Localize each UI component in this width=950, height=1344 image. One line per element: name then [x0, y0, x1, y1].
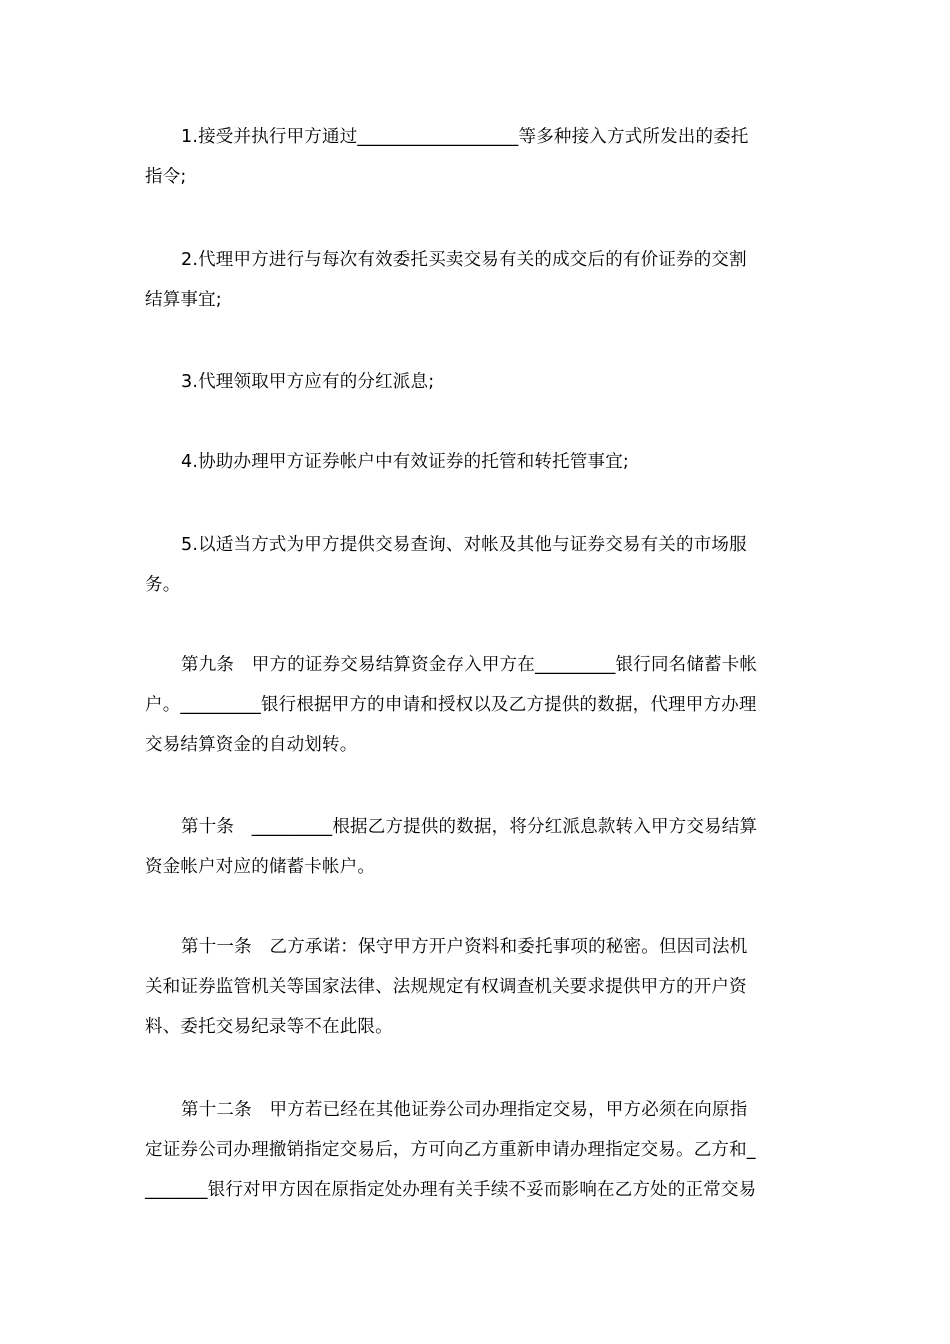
paragraph-line: 料、委托交易纪录等不在此限。 [145, 1017, 393, 1037]
paragraph-line: 1.接受并执行甲方通过__________________等多种接入方式所发出的委托 [181, 127, 749, 147]
paragraph-item-2 [145, 240, 810, 320]
paragraph-article-9 [145, 645, 810, 765]
paragraph-line: 关和证券监管机关等国家法律、法规规定有权调查机关要求提供甲方的开户资 [145, 977, 747, 997]
paragraph-line: 第十条 _________根据乙方提供的数据，将分红派息款转入甲方交易结算 [181, 817, 758, 837]
paragraph-line: 结算事宜; [145, 290, 222, 310]
paragraph-article-10 [145, 807, 810, 887]
paragraph-line: 务。 [145, 575, 181, 595]
paragraph-item-1 [145, 117, 810, 197]
paragraph-line: 3.代理领取甲方应有的分红派息; [181, 372, 435, 392]
paragraph-item-5 [145, 525, 810, 605]
paragraph-line: 第九条 甲方的证券交易结算资金存入甲方在_________银行同名储蓄卡帐 [181, 655, 758, 675]
paragraph-line: 第十一条 乙方承诺：保守甲方开户资料和委托事项的秘密。但因司法机 [181, 937, 748, 957]
paragraph-item-4 [145, 442, 810, 482]
paragraph-item-3 [145, 362, 810, 402]
paragraph-line: 指令; [145, 167, 187, 187]
paragraph-article-12 [145, 1090, 810, 1210]
paragraph-line: 4.协助办理甲方证券帐户中有效证券的托管和转托管事宜; [181, 452, 629, 472]
paragraph-line: _______银行对甲方因在原指定处办理有关手续不妥而影响在乙方处的正常交易 [145, 1180, 757, 1200]
paragraph-line: 2.代理甲方进行与每次有效委托买卖交易有关的成交后的有价证券的交割 [181, 250, 747, 270]
paragraph-line: 定证券公司办理撤销指定交易后，方可向乙方重新申请办理指定交易。乙方和_ [145, 1140, 756, 1160]
paragraph-line: 5.以适当方式为甲方提供交易查询、对帐及其他与证券交易有关的市场服 [181, 535, 747, 555]
paragraph-line: 资金帐户对应的储蓄卡帐户。 [145, 857, 376, 877]
paragraph-line: 户。_________银行根据甲方的申请和授权以及乙方提供的数据，代理甲方办理 [145, 695, 757, 715]
paragraph-line: 交易结算资金的自动划转。 [145, 735, 358, 755]
paragraph-line: 第十二条 甲方若已经在其他证券公司办理指定交易，甲方必须在向原指 [181, 1100, 748, 1120]
paragraph-article-11 [145, 927, 810, 1047]
